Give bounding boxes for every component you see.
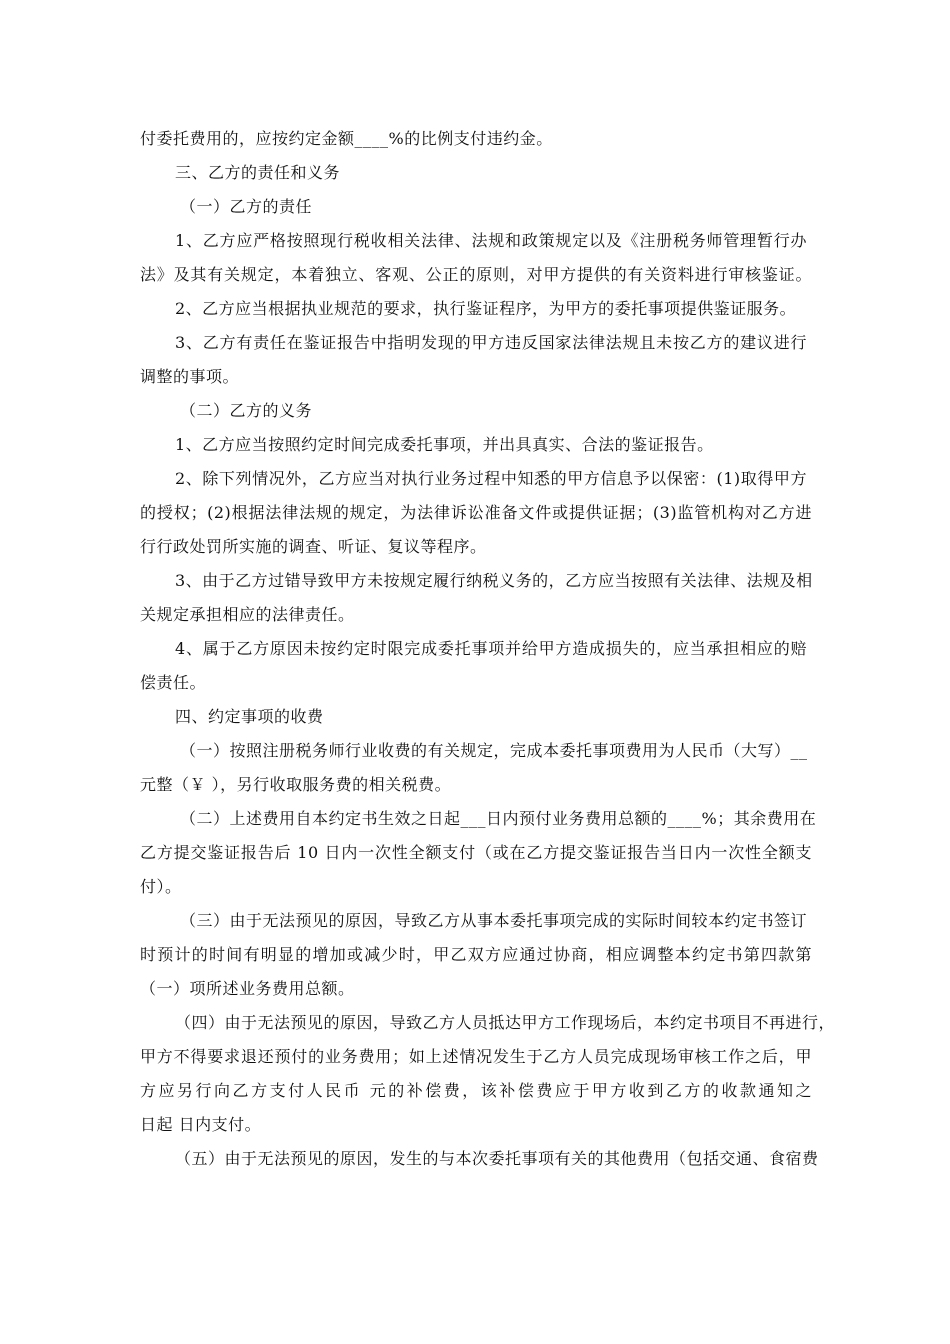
paragraph-line: 日起 日内支付。 [140, 1115, 262, 1134]
paragraph-line: （二）上述费用自本约定书生效之日起___日内预付业务费用总额的____%；其余费用在 [180, 809, 817, 828]
paragraph-line: 付）。 [140, 877, 182, 896]
paragraph-line: （三）由于无法预见的原因，导致乙方从事本委托事项完成的实际时间较本约定书签订 [180, 911, 808, 930]
paragraph-line: （四）由于无法预见的原因，导致乙方人员抵达甲方工作现场后，本约定书项目不再进行， [175, 1013, 836, 1032]
paragraph-line: 乙方提交鉴证报告后 10 日内一次性全额支付（或在乙方提交鉴证报告当日内一次性全额支 [140, 843, 812, 862]
paragraph-line: 时预计的时间有明显的增加或减少时，甲乙双方应通过协商，相应调整本约定书第四款第 [140, 945, 812, 964]
paragraph-line: 2、乙方应当根据执业规范的要求，执行鉴证程序，为甲方的委托事项提供鉴证服务。 [175, 299, 797, 318]
paragraph-line: 付委托费用的，应按约定金额____%的比例支付违约金。 [140, 129, 553, 148]
paragraph-line: （五）由于无法预见的原因，发生的与本次委托事项有关的其他费用（包括交通、食宿费 [175, 1149, 819, 1168]
paragraph-line: 2、除下列情况外，乙方应当对执行业务过程中知悉的甲方信息予以保密：(1)取得甲方 [175, 469, 807, 488]
paragraph-line: 行行政处罚所实施的调查、听证、复议等程序。 [140, 537, 487, 556]
paragraph-line: （一）项所述业务费用总额。 [140, 979, 355, 998]
paragraph-line: 1、乙方应严格按照现行税收相关法律、法规和政策规定以及《注册税务师管理暂行办 [175, 231, 807, 250]
paragraph-line: 的授权；(2)根据法律法规的规定，为法律诉讼准备文件或提供证据；(3)监管机构对乙方进 [140, 503, 812, 522]
section-heading: 三、乙方的责任和义务 [175, 163, 341, 182]
subsection-heading: （二）乙方的义务 [180, 401, 313, 420]
paragraph-line: 1、乙方应当按照约定时间完成委托事项，并出具真实、合法的鉴证报告。 [175, 435, 714, 454]
paragraph-line: 法》及其有关规定，本着独立、客观、公正的原则，对甲方提供的有关资料进行审核鉴证。 [140, 265, 812, 284]
paragraph-line: 偿责任。 [140, 673, 207, 692]
paragraph-line: 3、由于乙方过错导致甲方未按规定履行纳税义务的，乙方应当按照有关法律、法规及相 [175, 571, 813, 590]
paragraph-line: 3、乙方有责任在鉴证报告中指明发现的甲方违反国家法律法规且未按乙方的建议进行 [175, 333, 807, 352]
paragraph-line: 关规定承担相应的法律责任。 [140, 605, 355, 624]
paragraph-line: 甲方不得要求退还预付的业务费用；如上述情况发生于乙方人员完成现场审核工作之后，甲 [140, 1047, 812, 1066]
paragraph-line: 4、属于乙方原因未按约定时限完成委托事项并给甲方造成损失的，应当承担相应的赔 [175, 639, 807, 658]
section-heading: 四、约定事项的收费 [175, 707, 324, 726]
paragraph-line: （一）按照注册税务师行业收费的有关规定，完成本委托事项费用为人民币（大写）__ [180, 741, 808, 760]
paragraph-line: 元整（￥ ），另行收取服务费的相关税费。 [140, 775, 452, 794]
paragraph-line: 调整的事项。 [140, 367, 240, 386]
paragraph-line: 方应另行向乙方支付人民币 元的补偿费，该补偿费应于甲方收到乙方的收款通知之 [140, 1081, 812, 1100]
subsection-heading: （一）乙方的责任 [180, 197, 313, 216]
